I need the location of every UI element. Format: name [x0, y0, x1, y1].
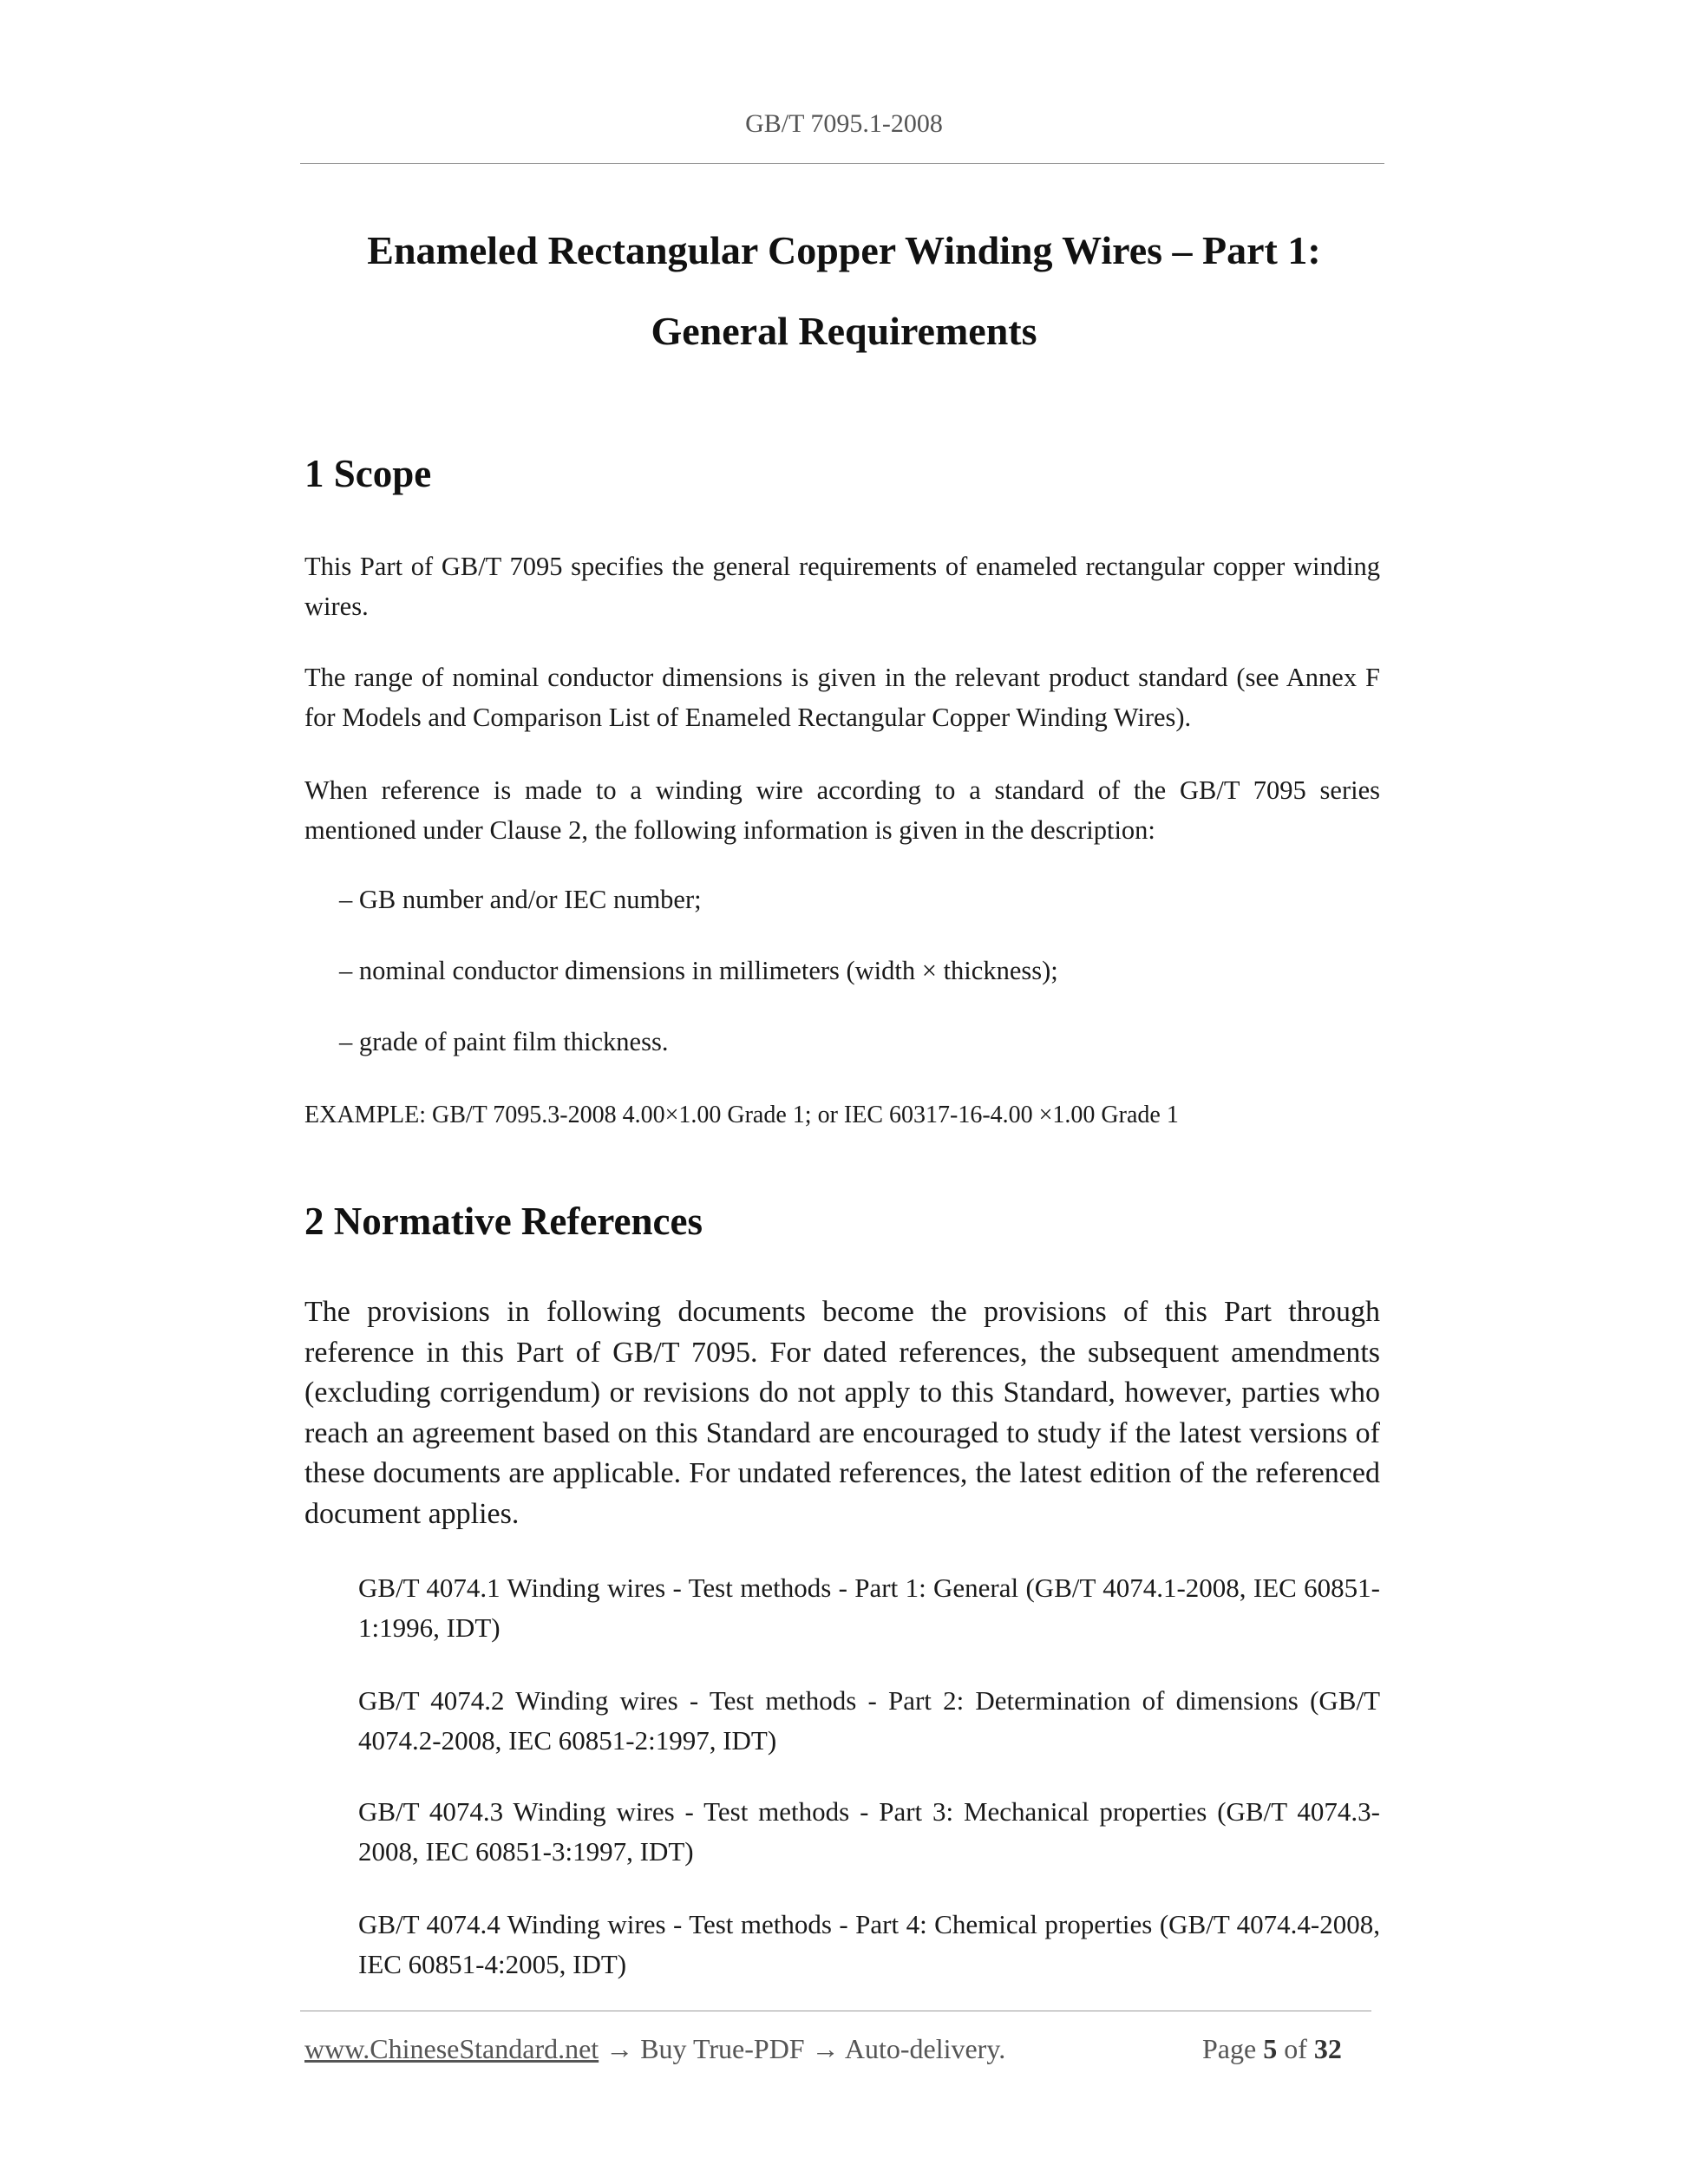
section-2-heading: 2 Normative References	[304, 1200, 703, 1243]
document-title-line-1: Enameled Rectangular Copper Winding Wires – Part 1:	[367, 228, 1321, 272]
reference-item-4074-1: GB/T 4074.1 Winding wires - Test methods - Part 1: General (GB/T 4074.1-2008, IEC 60851-1:1996, IDT)	[358, 1573, 1380, 1643]
reference-item-4074-2: GB/T 4074.2 Winding wires - Test methods - Part 2: Determination of dimensions (GB/T 4074.2-2008, IEC 60851-2:1997, IDT)	[358, 1685, 1380, 1756]
page-of-label: of	[1277, 2033, 1314, 2064]
description-item-gb-number: – GB number and/or IEC number;	[339, 885, 702, 914]
section-1-heading: 1 Scope	[304, 452, 432, 495]
reference-item-4074-3: GB/T 4074.3 Winding wires - Test methods - Part 3: Mechanical properties (GB/T 4074.3-2008, IEC 60851-3:1997, IDT)	[358, 1796, 1380, 1867]
description-item-dimensions: – nominal conductor dimensions in millimeters (width × thickness);	[339, 956, 1058, 985]
scope-example: EXAMPLE: GB/T 7095.3-2008 4.00×1.00 Grade 1; or IEC 60317-16-4.00 ×1.00 Grade 1	[304, 1102, 1179, 1128]
page-current: 5	[1263, 2033, 1278, 2064]
page-total: 32	[1313, 2033, 1342, 2064]
description-item-film-grade: – grade of paint film thickness.	[339, 1027, 669, 1056]
page-indicator	[1202, 2033, 1342, 2065]
header-doc-code: GB/T 7095.1-2008	[745, 109, 943, 138]
scope-paragraph-1: This Part of GB/T 7095 specifies the general requirements of enameled rectangular copper winding wires.	[304, 552, 1380, 621]
scope-paragraph-2: The range of nominal conductor dimensions is given in the relevant product standard (see Annex F for Models and Comparison List of Enameled Rectangular Copper Winding Wires).	[304, 663, 1380, 732]
reference-item-4074-4: GB/T 4074.4 Winding wires - Test methods - Part 4: Chemical properties (GB/T 4074.4-2008, IEC 60851-4:2005, IDT)	[358, 1909, 1380, 1979]
document-title-line-2: General Requirements	[651, 309, 1037, 353]
header-divider	[300, 163, 1384, 164]
normative-intro-paragraph: The provisions in following documents become the provisions of this Part through reference in this Part of GB/T 7095. For dated references, the subsequent amendments (excluding corrigendum) or revisions do not apply to this Standard, however, parties who reach an agreement based on this Standard are encouraged to study if the latest versions of these documents are applicable. For undated references, the latest edition of the referenced document applies.	[304, 1296, 1380, 1530]
footer-tagline: → Buy True-PDF → Auto-delivery.	[599, 2033, 1006, 2064]
scope-paragraph-3: When reference is made to a winding wire according to a standard of the GB/T 7095 series mentioned under Clause 2, the following information is given in the description:	[304, 775, 1380, 845]
page-label: Page	[1202, 2033, 1264, 2064]
site-link[interactable]: www.ChineseStandard.net	[304, 2033, 599, 2064]
footer-site-line	[304, 2033, 1005, 2065]
